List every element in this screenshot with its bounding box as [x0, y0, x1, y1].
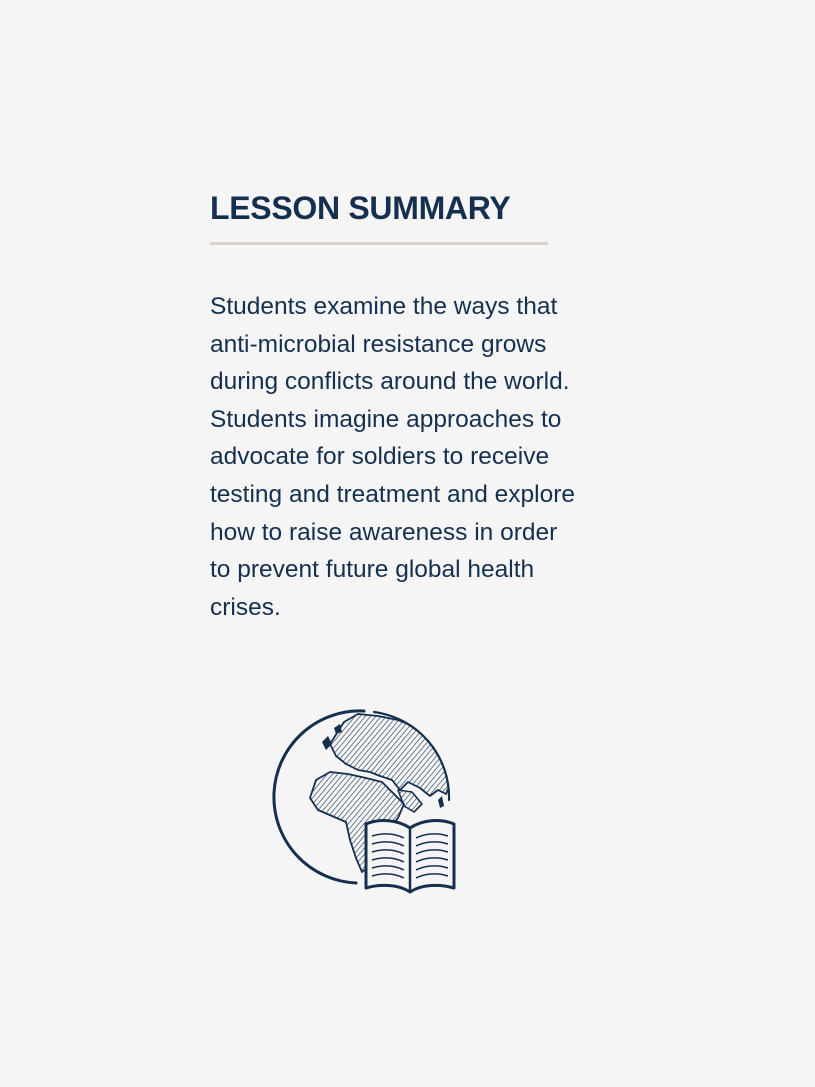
title-divider — [210, 242, 548, 245]
lesson-summary-text: Students examine the ways that anti-microbial resistance grows during conflicts around the world. Students imagine approaches to advocate for soldiers to receive testing and treatment and explore how to raise awareness in order to prevent future global health crises. — [210, 293, 576, 621]
globe-with-open-book-icon — [270, 700, 465, 900]
page-title: LESSON SUMMARY — [210, 190, 511, 226]
open-book — [366, 821, 454, 892]
